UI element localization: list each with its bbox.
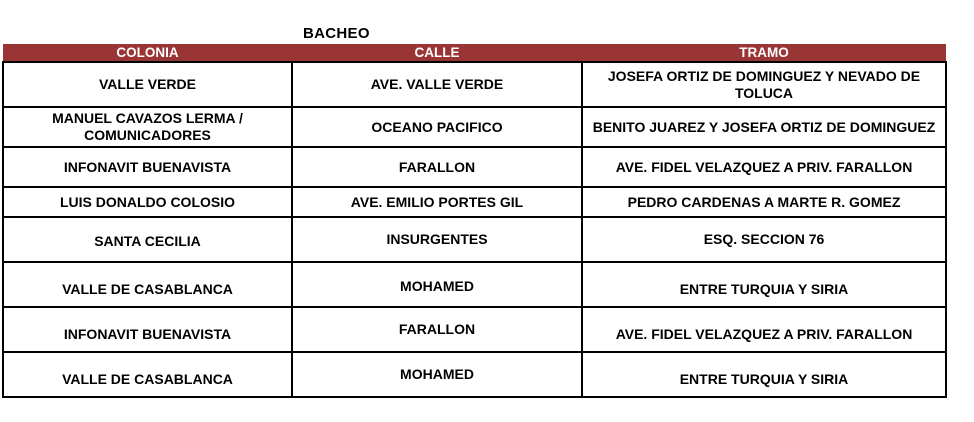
table-row: [3, 352, 946, 397]
cell-tramo: BENITO JUAREZ Y JOSEFA ORTIZ DE DOMINGUEZ: [582, 107, 946, 147]
cell-colonia: SANTA CECILIA: [3, 217, 292, 262]
cell-colonia: VALLE DE CASABLANCA: [3, 262, 292, 307]
table-row: [3, 107, 946, 147]
cell-calle: FARALLON: [292, 147, 582, 187]
bacheo-table: [2, 44, 947, 398]
cell-tramo: JOSEFA ORTIZ DE DOMINGUEZ Y NEVADO DE TOLUCA: [582, 62, 946, 107]
header-calle: CALLE: [292, 44, 582, 62]
cell-colonia: INFONAVIT BUENAVISTA: [3, 147, 292, 187]
cell-tramo: ENTRE TURQUIA Y SIRIA: [582, 262, 946, 307]
cell-colonia: VALLE DE CASABLANCA: [3, 352, 292, 397]
cell-colonia: MANUEL CAVAZOS LERMA / COMUNICADORES: [3, 107, 292, 147]
header-tramo: TRAMO: [582, 44, 946, 62]
cell-calle: OCEANO PACIFICO: [292, 107, 582, 147]
cell-calle: AVE. VALLE VERDE: [292, 62, 582, 107]
header-colonia: COLONIA: [3, 44, 292, 62]
table-row: [3, 262, 946, 307]
cell-colonia: LUIS DONALDO COLOSIO: [3, 187, 292, 217]
cell-tramo: AVE. FIDEL VELAZQUEZ A PRIV. FARALLON: [582, 147, 946, 187]
table-row: [3, 217, 946, 262]
cell-calle: FARALLON: [292, 307, 582, 352]
cell-tramo: ENTRE TURQUIA Y SIRIA: [582, 352, 946, 397]
cell-calle: AVE. EMILIO PORTES GIL: [292, 187, 582, 217]
cell-calle: MOHAMED: [292, 262, 582, 307]
page-title: BACHEO: [303, 25, 370, 42]
cell-calle: INSURGENTES: [292, 217, 582, 262]
cell-colonia: INFONAVIT BUENAVISTA: [3, 307, 292, 352]
table-row: [3, 62, 946, 107]
cell-colonia: VALLE VERDE: [3, 62, 292, 107]
table-row: [3, 147, 946, 187]
cell-tramo: ESQ. SECCION 76: [582, 217, 946, 262]
cell-tramo: PEDRO CARDENAS A MARTE R. GOMEZ: [582, 187, 946, 217]
table-row: [3, 307, 946, 352]
table-header-row: [3, 44, 946, 62]
cell-calle: MOHAMED: [292, 352, 582, 397]
cell-tramo: AVE. FIDEL VELAZQUEZ A PRIV. FARALLON: [582, 307, 946, 352]
table-row: [3, 187, 946, 217]
